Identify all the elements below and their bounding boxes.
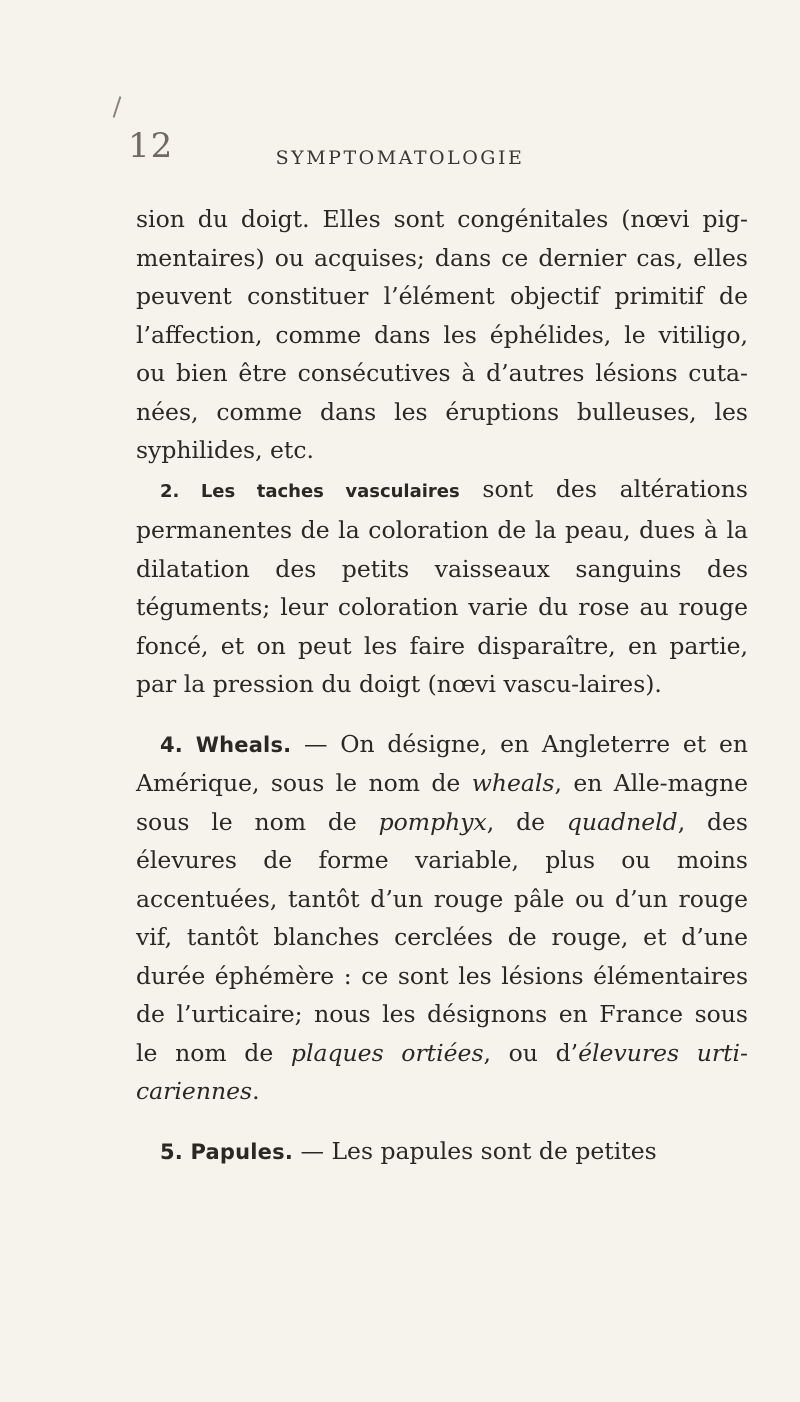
wheals-text-a: — On désigne, en Angleterre et en Amérique, sous le nom de [136,729,748,797]
term-plaques-orties: plaques ortiées [290,1038,484,1067]
wheals-text-f: . [252,1077,260,1105]
page-number: 12 [128,126,174,166]
running-head: SYMPTOMATOLOGIE [275,147,525,169]
section-heading-5: 5. Papules. [160,1139,293,1164]
paragraph-papules [136,1132,748,1172]
wheals-text-c: , de [486,807,567,836]
margin-mark [113,96,122,118]
paragraph-wheals [136,725,748,1111]
term-pomphyx: pomphyx [378,807,487,836]
wheals-text-d: , des élevures de forme variable, plus ou moins accentuées, tantôt d’un rouge pâle ou d’un rouge vif, tantôt blanches cerclées de rouge, et d’une durée éphémère : ce sont les lésions élémentaires de l’urticaire; nous les désignons en France sous le nom de [136,807,748,1067]
body-text [136,200,748,1171]
section-text-2: sont des altérations permanentes de la coloration de la peau, dues à la dilatation des petits vaisseaux sanguins des téguments; leur coloration varie du rose au rouge foncé, et on peut les faire disparaître, en partie, par la pression du doigt (nœvi vascu-laires). [136,474,748,698]
paragraph-taches-vasculaires [136,470,748,704]
term-elevures-urticariennes: élevures urti-cariennes [136,1038,748,1105]
wheals-text-b: , en Alle-magne sous le nom de [136,769,748,836]
section-heading-4: 4. Wheals. [160,732,292,757]
term-wheals: wheals [471,769,555,797]
section-text-5: — Les papules sont de petites [293,1136,657,1165]
term-quadneld: quadneld [566,807,678,836]
section-heading-2: 2. Les taches vasculaires [160,480,460,502]
paragraph-continuation: sion du doigt. Elles sont congénitales (nœvi pig-mentaires) ou acquises; dans ce dernier cas, elles peuvent constituer l’élément objectif primitif de l’affection, comme dans les éphélides, le vitiligo, ou bien être consécutives à d’autres lésions cuta-nées, comme dans les éruptions bulleuses, les syphilides, etc. [136,205,748,464]
wheals-text-e: , ou d’ [483,1038,579,1067]
